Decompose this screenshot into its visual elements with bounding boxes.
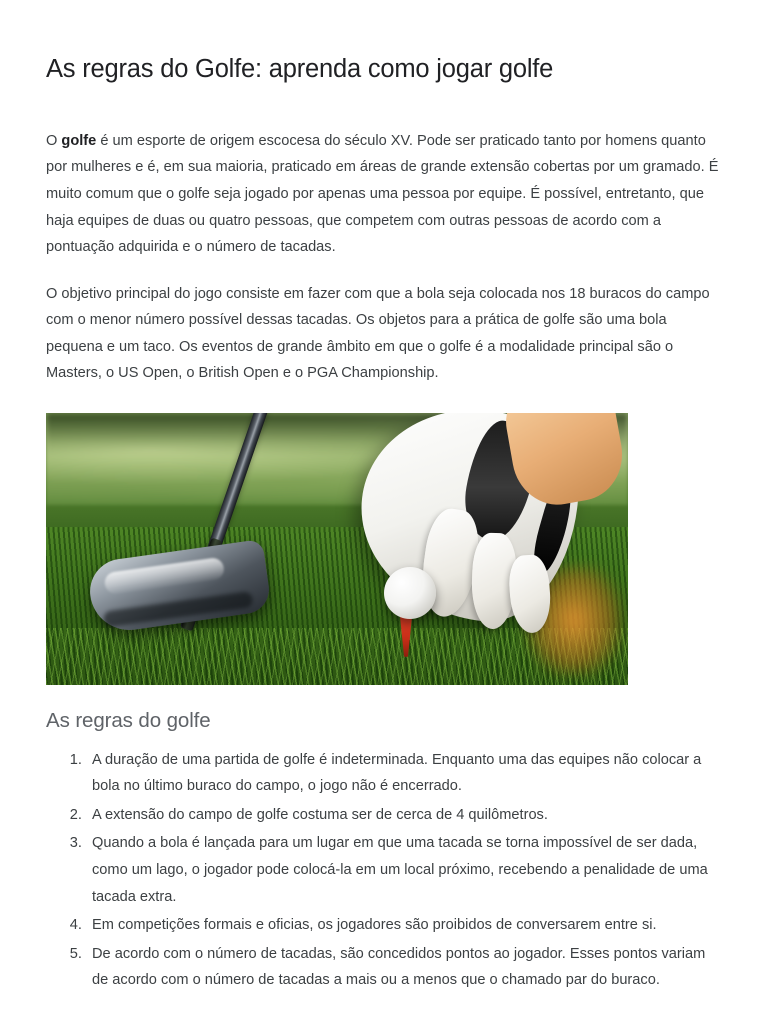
- golf-ball: [384, 567, 436, 619]
- paragraph-rest-text: é um esporte de origem escocesa do século XV. Pode ser praticado tanto por homens quanto por mulheres e é, em sua maioria, praticado em áreas de grande extensão cobertas por um gramado. É muito comum que o golfe seja jogado por apenas uma pessoa por equipe. É possível, entretanto, que haja equipes de duas ou quatro pessoas, que competem com outras pessoas de acordo com a pontuação adquirida e o número de tacadas.: [46, 132, 719, 256]
- golf-ball-on-tee-photo: [46, 413, 628, 685]
- intro-paragraph: [46, 128, 724, 261]
- section-heading-rules: As regras do golfe: [46, 708, 211, 732]
- bold-term-golfe: golfe: [61, 132, 97, 149]
- list-item: 1. A duração de uma partida de golfe é indeterminada. Enquanto uma das equipes não colocar a bola no último buraco do campo, o jogo não é encerrado.: [86, 747, 724, 800]
- list-item: 4. Em competições formais e oficias, os jogadores são proibidos de conversarem entre si.: [86, 912, 724, 939]
- photo-background: [46, 413, 628, 685]
- list-item: 5. De acordo com o número de tacadas, são concedidos pontos ao jogador. Esses pontos variam de acordo com o número de tacadas a mais ou a menos que o chamado par do buraco.: [86, 941, 724, 994]
- objective-paragraph: O objetivo principal do jogo consiste em fazer com que a bola seja colocada nos 18 buracos do campo com o menor número possível dessas tacadas. Os objetos para a prática de golfe são uma bola pequena e um taco. Os eventos de grande âmbito em que o golfe é a modalidade principal são o Masters, o US Open, o British Open e o PGA Championship.: [46, 285, 710, 382]
- rules-list: [46, 747, 724, 994]
- paragraph-lead-text: O: [46, 132, 62, 149]
- list-item: 3. Quando a bola é lançada para um lugar em que uma tacada se torna impossível de ser dada, como um lago, o jogador pode colocá-la em um local próximo, recebendo a penalidade de uma tacada extra.: [86, 830, 724, 910]
- page-title: As regras do Golfe: aprenda como jogar golfe: [46, 55, 554, 83]
- list-item: 2. A extensão do campo de golfe costuma ser de cerca de 4 quilômetros.: [86, 802, 724, 829]
